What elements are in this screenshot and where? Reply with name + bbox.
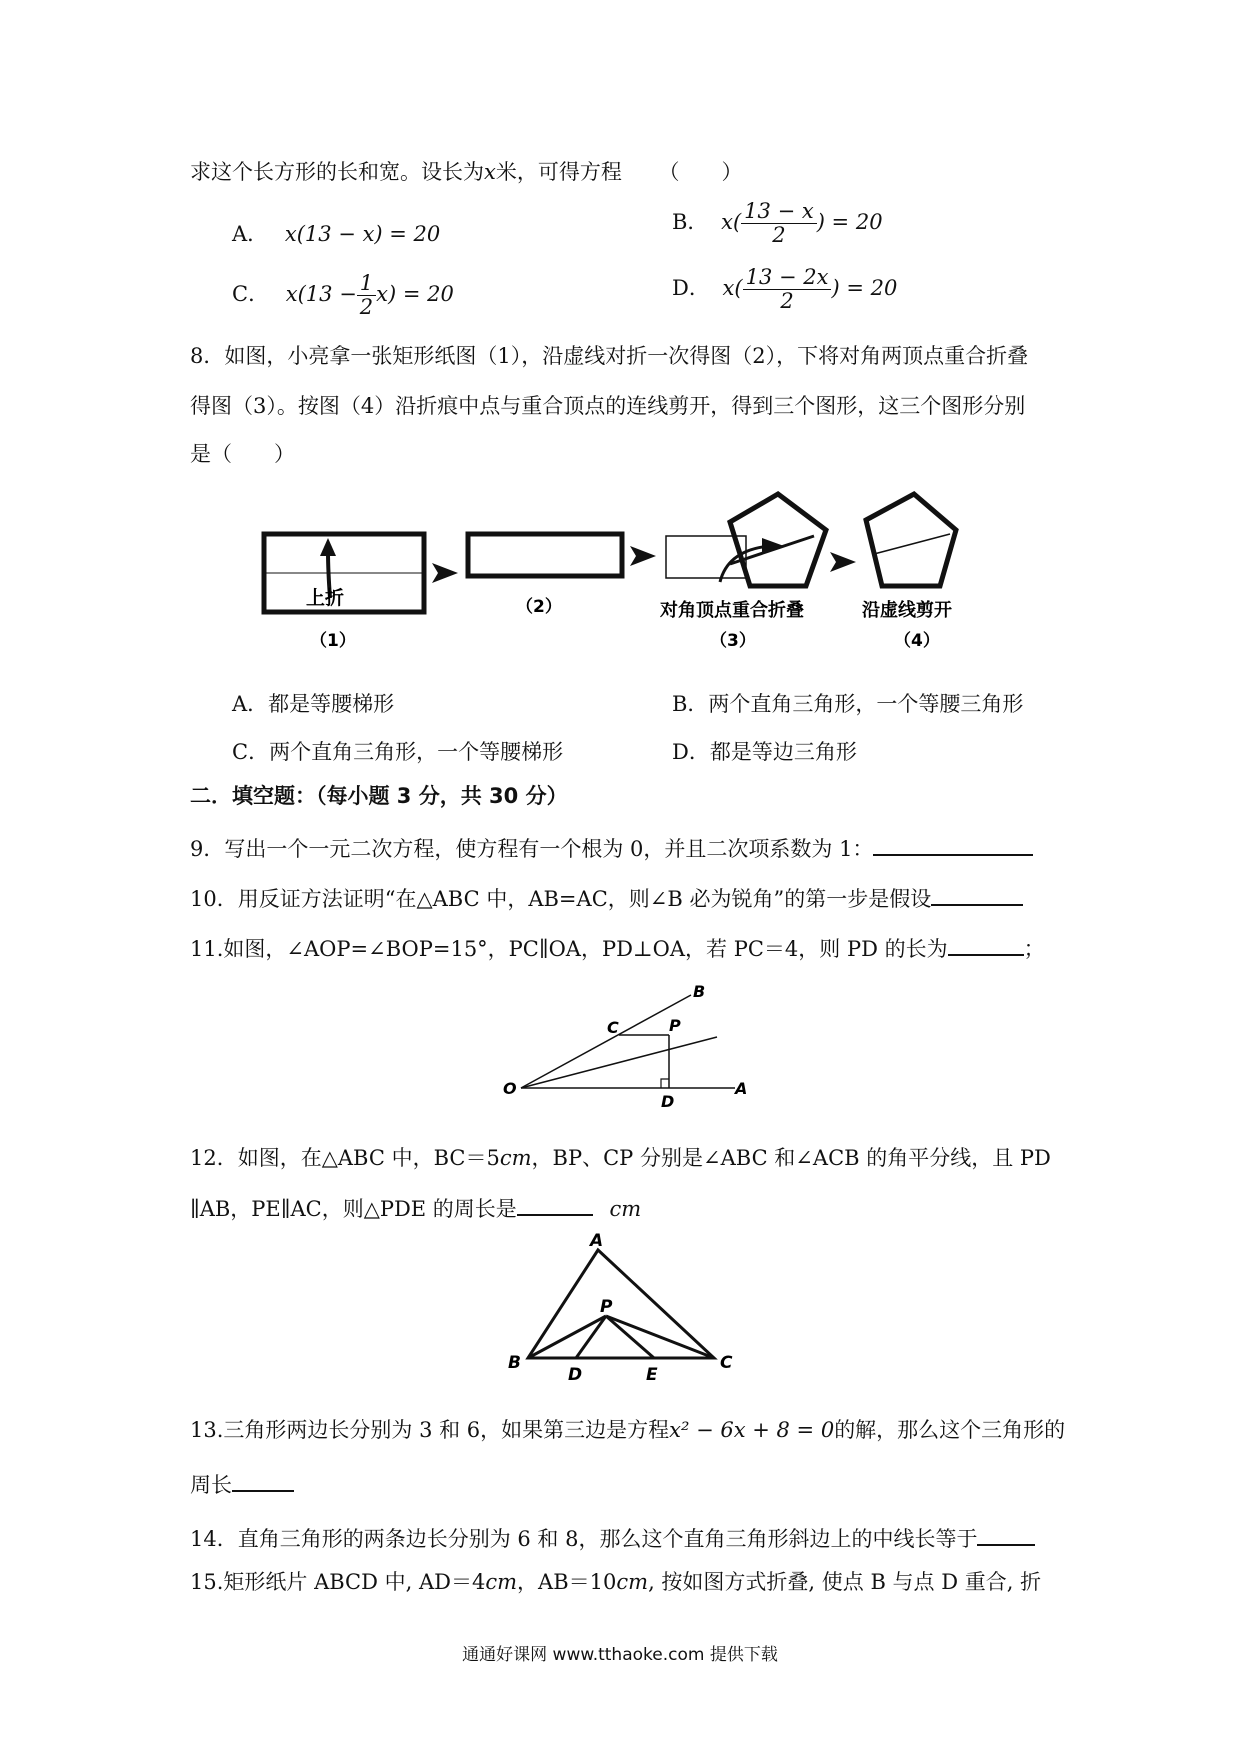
- fig4-caption: （4）: [894, 631, 940, 651]
- fig4-shape: [866, 494, 956, 586]
- q11-label-a: A: [735, 1079, 748, 1098]
- q8-option-b: B．两个直角三角形，一个等腰三角形: [672, 692, 1024, 716]
- fig3-folded-part: [730, 494, 826, 586]
- q11-label-c: C: [607, 1018, 619, 1037]
- q12-label-d: D: [568, 1365, 583, 1385]
- q10-text: 10．用反证方法证明“在△ABC 中，AB=AC，则∠B 必为锐角”的第一步是假设: [190, 884, 1023, 912]
- q12-line2: ∥AB，PE∥AC，则△PDE 的周长是 cm: [190, 1194, 641, 1222]
- fig3-text: 对角顶点重合折叠: [660, 600, 804, 621]
- q12-label-a: A: [590, 1231, 604, 1251]
- section2-title: 二．填空题：（每小题 3 分，共 30 分）: [190, 784, 568, 808]
- fig4-cut-line: [874, 534, 950, 554]
- q12-label-c: C: [720, 1353, 733, 1373]
- fig4-text: 沿虚线剪开: [862, 600, 952, 621]
- arrow-right-icon: [630, 546, 656, 566]
- q14-text: 14．直角三角形的两条边长分别为 6 和 8，那么这个直角三角形斜边上的中线长等于: [190, 1524, 1035, 1552]
- q8-line1: 8．如图，小亮拿一张矩形纸图（1），沿虚线对折一次得图（2），下将对角两顶点重合折叠: [190, 344, 1029, 368]
- q7-stem: 求这个长方形的长和宽。设长为x米，可得方程 （ ）: [190, 160, 743, 184]
- q7-option-a: A． x(13 − x) = 20: [232, 222, 441, 246]
- fig2-caption: （2）: [516, 597, 562, 617]
- arrow-right-icon: [830, 552, 856, 572]
- q11-label-d: D: [661, 1092, 675, 1111]
- q8-option-d: D．都是等边三角形: [672, 740, 857, 764]
- q11-figure: [495, 975, 765, 1115]
- q8-line3: 是（ ）: [190, 442, 295, 466]
- fig1-caption: （1）: [310, 631, 356, 651]
- fig2-rectangle: [468, 534, 622, 576]
- q12-figure: [500, 1228, 760, 1388]
- q11-text: 11.如图，∠AOP=∠BOP=15°，PC∥OA，PD⊥OA，若 PC＝4，则 PD 的长为 ；: [190, 934, 1045, 962]
- q11-label-o: O: [503, 1079, 517, 1098]
- q8-figure: [250, 490, 1010, 660]
- q8-line2: 得图（3）。按图（4）沿折痕中点与重合顶点的连线剪开，得到三个图形，这三个图形分别: [190, 394, 1026, 418]
- q12-line1: 12．如图，在△ABC 中，BC＝5cm，BP、CP 分别是∠ABC 和∠ACB 的角平分线，且 PD: [190, 1146, 1051, 1170]
- q15-text: 15.矩形纸片 ABCD 中, AD＝4cm，AB＝10cm, 按如图方式折叠, 使点 B 与点 D 重合, 折: [190, 1570, 1042, 1594]
- q11-label-p: P: [669, 1016, 681, 1035]
- page-footer: 通通好课网 www.tthaoke.com 提供下载: [462, 1645, 778, 1665]
- q8-option-a: A．都是等腰梯形: [232, 692, 395, 716]
- fig3-caption: （3）: [710, 631, 756, 651]
- q8-option-c: C．两个直角三角形，一个等腰梯形: [232, 740, 564, 764]
- q12-label-p: P: [600, 1297, 613, 1317]
- q11-label-b: B: [693, 982, 706, 1001]
- q7-option-b: B． x( $\frac{13 - x}{2}$ ) = 20: [672, 199, 883, 248]
- arrow-right-icon: [432, 563, 458, 583]
- q12-label-b: B: [508, 1353, 521, 1373]
- q13-line2: 周长: [190, 1470, 294, 1498]
- fig1-text: 上折: [306, 587, 345, 609]
- q7-option-d: D． x( $\frac{13 - 2x}{2}$ ) = 20: [672, 265, 898, 314]
- q7-option-c: C． x(13 − $\frac{1}{2}$ x) = 20: [232, 271, 454, 320]
- q12-label-e: E: [646, 1365, 658, 1385]
- q13-line1: 13.三角形两边长分别为 3 和 6，如果第三边是方程x² − 6x + 8 = 0的解，那么这个三角形的: [190, 1418, 1066, 1442]
- q9-text: 9．写出一个一元二次方程，使方程有一个根为 0，并且二次项系数为 1：: [190, 834, 1033, 862]
